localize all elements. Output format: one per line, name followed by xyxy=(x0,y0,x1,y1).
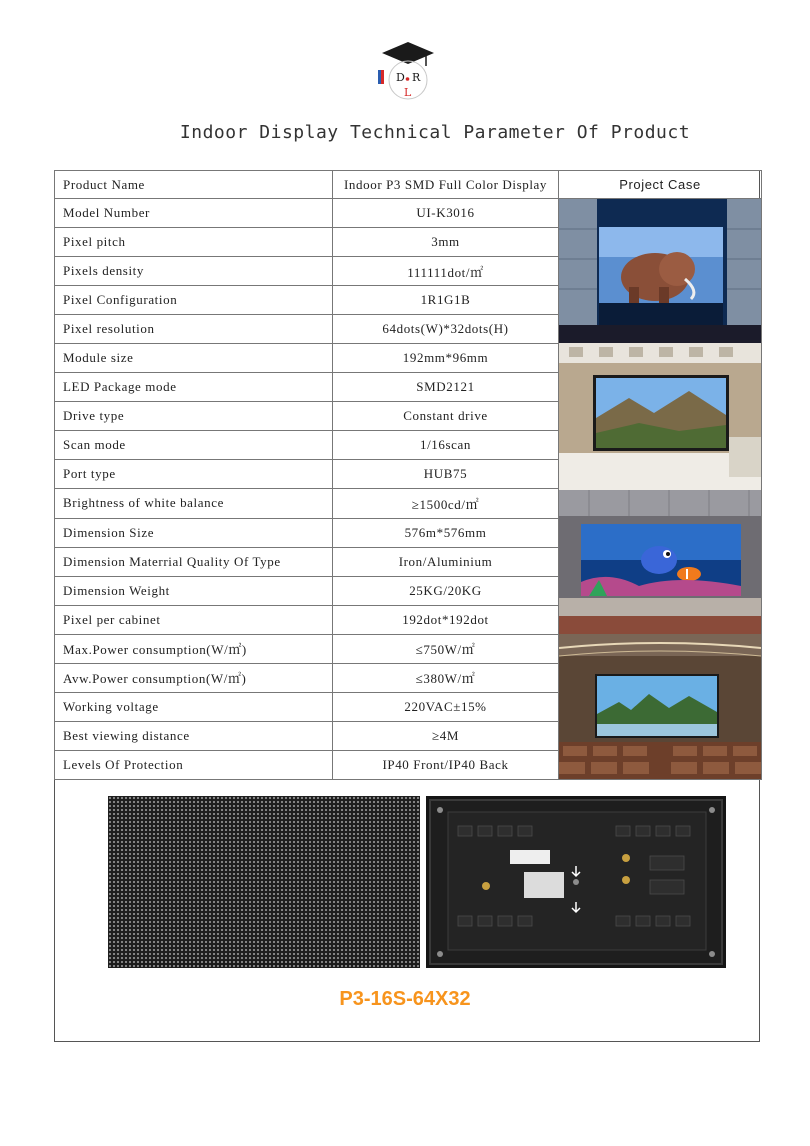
spec-label: Avw.Power consumption(W/㎡) xyxy=(55,663,333,692)
spec-value: 1/16scan xyxy=(333,431,559,460)
spec-label: Pixel per cabinet xyxy=(55,605,333,634)
project-photo-lobby xyxy=(559,343,761,490)
spec-value: Constant drive xyxy=(333,402,559,431)
svg-text:D: D xyxy=(396,71,405,84)
led-module-back-image xyxy=(426,796,726,968)
spec-value: ≥1500cd/㎡ xyxy=(333,489,559,518)
project-photo-aquarium xyxy=(559,490,761,634)
spec-value: ≤380W/㎡ xyxy=(333,663,559,692)
spec-value: 220VAC±15% xyxy=(333,692,559,721)
page-title: Indoor Display Technical Parameter Of Product xyxy=(179,122,691,143)
led-module-front-image xyxy=(108,796,420,968)
spec-label: Pixel resolution xyxy=(55,315,333,344)
table-row xyxy=(55,199,762,228)
spec-label: Pixel Configuration xyxy=(55,286,333,315)
project-photo-auditorium xyxy=(559,634,761,779)
spec-value: 3mm xyxy=(333,228,559,257)
spec-label: Drive type xyxy=(55,402,333,431)
spec-label: Dimension Size xyxy=(55,518,333,547)
spec-label: Scan mode xyxy=(55,431,333,460)
spec-table xyxy=(54,170,762,780)
spec-label: Port type xyxy=(55,460,333,489)
spec-value: 1R1G1B xyxy=(333,286,559,315)
spec-label: Model Number xyxy=(55,199,333,228)
svg-text:R: R xyxy=(412,71,421,84)
spec-label: Pixels density xyxy=(55,257,333,286)
spec-value: HUB75 xyxy=(333,460,559,489)
spec-value: ≤750W/㎡ xyxy=(333,634,559,663)
svg-text:L: L xyxy=(404,86,412,99)
spec-value: IP40 Front/IP40 Back xyxy=(333,750,559,779)
spec-value: 192dot*192dot xyxy=(333,605,559,634)
spec-label: Dimension Materrial Quality Of Type xyxy=(55,547,333,576)
module-model-label: P3-16S-64X32 xyxy=(339,988,471,1010)
table-row xyxy=(55,171,762,199)
spec-label: Module size xyxy=(55,344,333,373)
company-logo xyxy=(376,40,440,104)
spec-label: Max.Power consumption(W/㎡) xyxy=(55,634,333,663)
project-case-photos xyxy=(559,199,762,780)
project-case-heading: Project Case xyxy=(559,171,762,199)
project-photo-mammoth xyxy=(559,199,761,343)
spec-value: SMD2121 xyxy=(333,373,559,402)
spec-value: UI-K3016 xyxy=(333,199,559,228)
spec-label: Dimension Weight xyxy=(55,576,333,605)
spec-value: 576m*576mm xyxy=(333,518,559,547)
spec-label: Working voltage xyxy=(55,692,333,721)
spec-label: Brightness of white balance xyxy=(55,489,333,518)
spec-value: 25KG/20KG xyxy=(333,576,559,605)
spec-label: Pixel pitch xyxy=(55,228,333,257)
spec-value: ≥4M xyxy=(333,721,559,750)
spec-value: Iron/Aluminium xyxy=(333,547,559,576)
spec-label: LED Package mode xyxy=(55,373,333,402)
spec-label: Product Name xyxy=(55,171,333,199)
spec-label: Levels Of Protection xyxy=(55,750,333,779)
spec-value: Indoor P3 SMD Full Color Display xyxy=(333,171,559,199)
spec-value: 64dots(W)*32dots(H) xyxy=(333,315,559,344)
spec-label: Best viewing distance xyxy=(55,721,333,750)
spec-value: 111111dot/㎡ xyxy=(333,257,559,286)
spec-value: 192mm*96mm xyxy=(333,344,559,373)
